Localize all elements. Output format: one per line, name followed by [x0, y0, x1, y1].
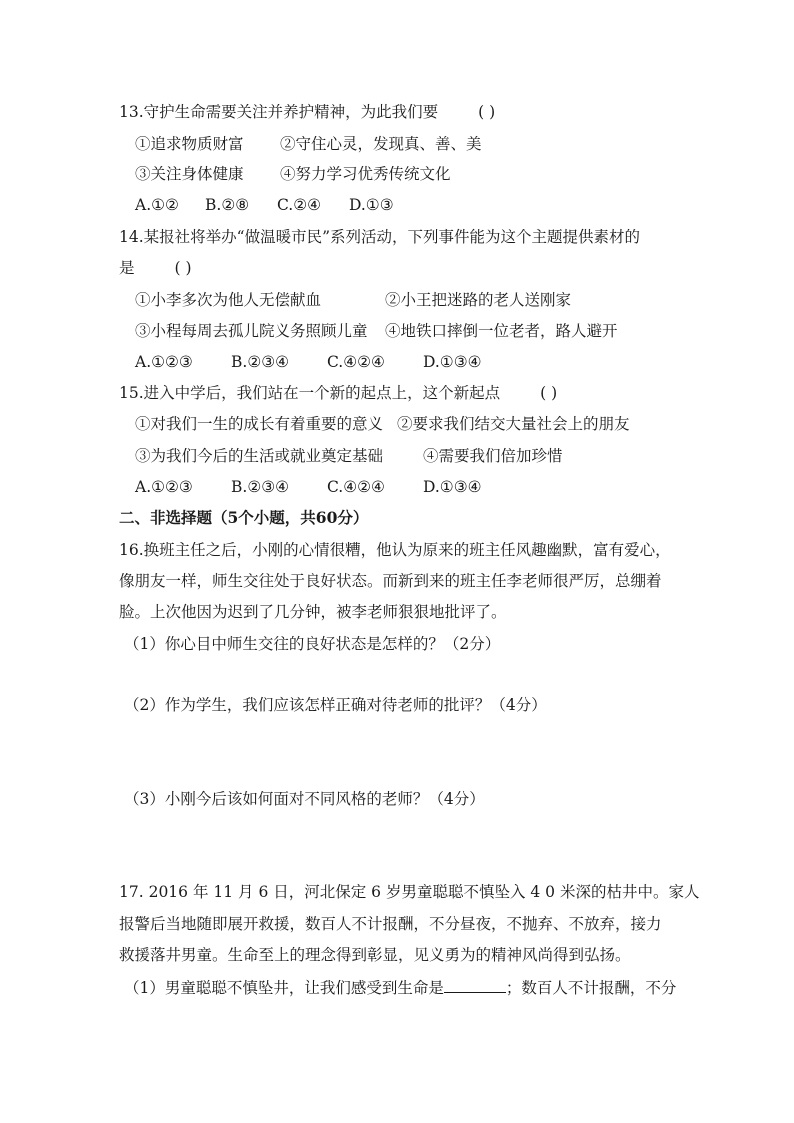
q15-answer-paren: ( )	[540, 384, 558, 402]
q16-subquestion-2: （2）作为学生，我们应该怎样正确对待老师的批评？（4分）	[124, 696, 547, 714]
q17-subquestion-1-text: （1）男童聪聪不慎坠井，让我们感受到生命是	[124, 979, 444, 997]
q13-options	[135, 195, 394, 215]
q14-option-b: B.②③④	[231, 353, 290, 371]
q13-option-c: C.②④	[277, 196, 322, 214]
q15-statements-row2	[135, 446, 563, 466]
q14-statement-2: ②小王把迷路的老人送刚家	[385, 291, 572, 309]
section-heading: 二、非选择题（5个小题，共60分）	[119, 508, 369, 527]
q15-statement-2: ②要求我们结交大量社会上的朋友	[397, 415, 630, 433]
q14-option-a: A.①②③	[135, 353, 193, 371]
q14-options	[135, 352, 482, 372]
q14-stem-line1: 14.某报社将举办“做温暖市民”系列活动，下列事件能为这个主题提供素材的	[119, 228, 641, 246]
q16-paragraph-line1: 16.换班主任之后，小刚的心情很糟，他认为原来的班主任风趣幽默，富有爱心，	[119, 541, 671, 559]
q13-option-a: A.①②	[135, 196, 179, 214]
q15-statement-4: ④需要我们倍加珍惜	[423, 447, 563, 465]
q17-paragraph-line2: 报警后当地随即展开救援，数百人不计报酬，不分昼夜，不抛弃、不放弃，接力	[119, 915, 662, 933]
q15-stem-text: 15.进入中学后，我们站在一个新的起点上，这个新起点	[119, 384, 501, 402]
q15-option-d: D.①③④	[423, 478, 482, 496]
answer-blank[interactable]	[444, 976, 506, 993]
q14-statement-3: ③小程每周去孤儿院义务照顾儿童	[135, 322, 368, 340]
q15-statement-3: ③为我们今后的生活或就业奠定基础	[135, 447, 384, 465]
q13-stem	[119, 102, 495, 122]
q14-statements-row1	[135, 290, 571, 310]
q17-paragraph-line1: 17. 2016 年 11 月 6 日，河北保定 6 岁男童聪聪不慎坠入 4 0 米深的枯井中。家人	[119, 883, 700, 901]
q13-option-b: B.②⑧	[205, 196, 250, 214]
q16-subquestion-1: （1）你心目中师生交往的良好状态是怎样的？（2分）	[124, 635, 501, 653]
q15-option-a: A.①②③	[135, 478, 193, 496]
q17-paragraph-line3: 救援落井男童。生命至上的理念得到彰显，见义勇为的精神风尚得到弘扬。	[119, 946, 631, 964]
q13-statement-1: ①追求物质财富	[135, 135, 244, 153]
q13-stem-text: 13.守护生命需要关注并养护精神，为此我们要	[119, 103, 439, 121]
q14-statements-row2	[135, 321, 618, 341]
q13-statements-row1	[135, 134, 482, 154]
q15-options	[135, 477, 482, 497]
q15-statement-1: ①对我们一生的成长有着重要的意义	[135, 415, 384, 433]
q14-statement-1: ①小李多次为他人无偿献血	[135, 291, 322, 309]
q16-paragraph-line3: 脸。上次他因为迟到了几分钟，被李老师狠狠地批评了。	[119, 603, 507, 621]
q14-option-c: C.④②④	[327, 353, 385, 371]
q13-statement-2: ②守住心灵，发现真、善、美	[280, 135, 482, 153]
q13-statement-3: ③关注身体健康	[135, 165, 244, 183]
q15-option-b: B.②③④	[231, 478, 290, 496]
q17-subquestion-1-rest: ；数百人不计报酬，不分	[505, 979, 677, 997]
q14-stem-line2	[119, 258, 192, 278]
q14-option-d: D.①③④	[423, 353, 482, 371]
q14-answer-paren: ( )	[174, 259, 192, 277]
q15-option-c: C.④②④	[327, 478, 385, 496]
q13-statements-row2	[135, 164, 451, 184]
q15-statements-row1	[135, 414, 630, 434]
q17-subquestion-1	[124, 976, 676, 998]
q13-answer-paren: ( )	[478, 103, 496, 121]
q14-stem-line2-text: 是	[119, 259, 135, 277]
q16-subquestion-3: （3）小刚今后该如何面对不同风格的老师？（4分）	[124, 790, 485, 808]
q13-option-d: D.①③	[349, 196, 394, 214]
q13-statement-4: ④努力学习优秀传统文化	[280, 165, 451, 183]
q14-statement-4: ④地铁口摔倒一位老者，路人避开	[385, 322, 618, 340]
q16-paragraph-line2: 像朋友一样，师生交往处于良好状态。而新到来的班主任李老师很严厉，总绷着	[119, 572, 662, 590]
q15-stem	[119, 383, 557, 403]
